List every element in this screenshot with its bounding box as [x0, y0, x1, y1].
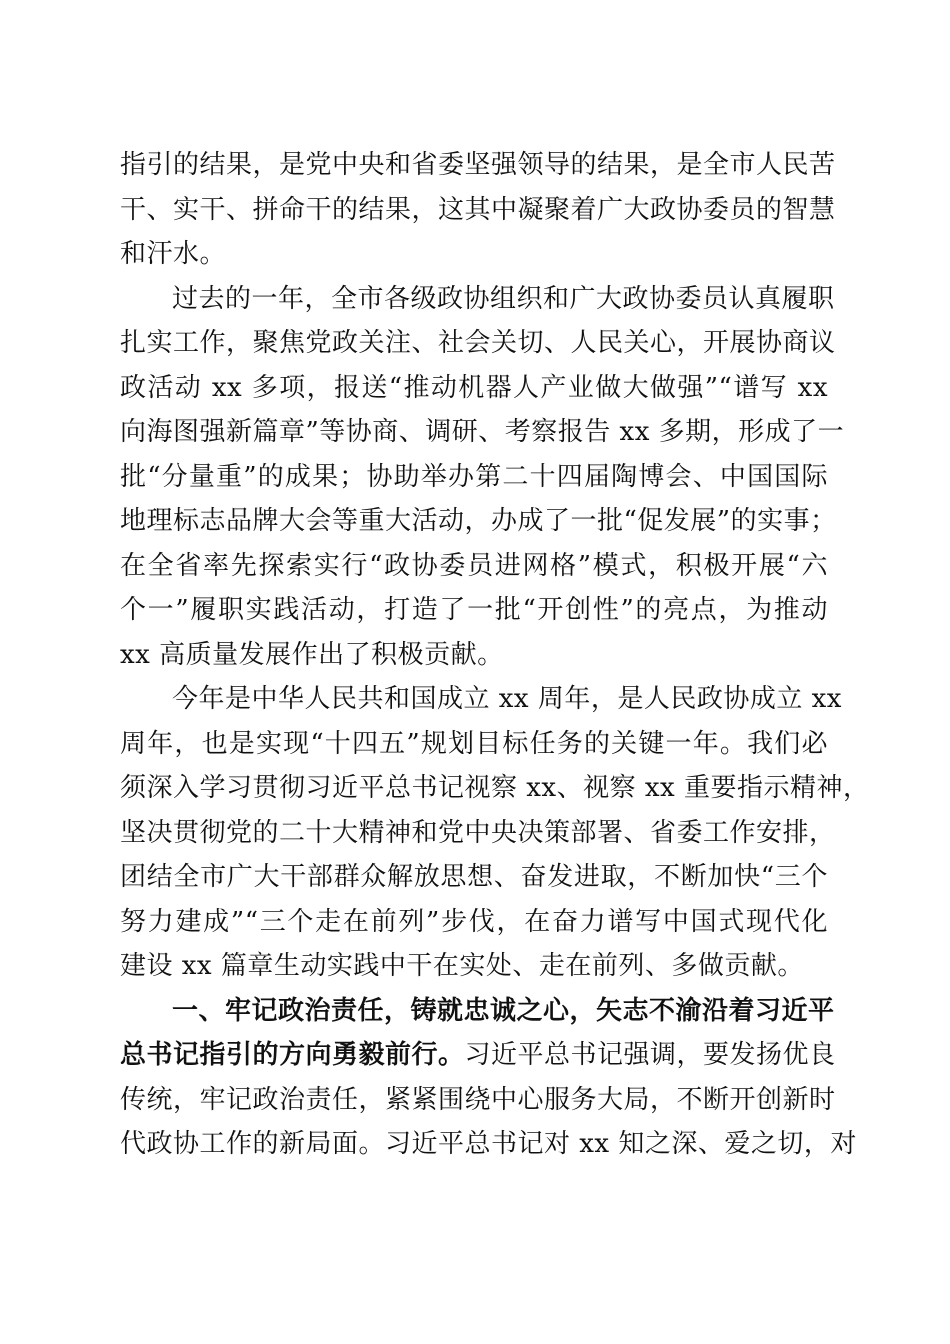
text-line: 代政协工作的新局面。习近平总书记对 xx 知之深、爱之切，对	[120, 1129, 857, 1159]
text-line: 在全省率先探索实行“政协委员进网格”模式，积极开展“六	[120, 550, 828, 581]
paragraph-this-year	[120, 677, 870, 989]
text-line: 周年，也是实现“十四五”规划目标任务的关键一年。我们必	[120, 728, 828, 759]
text-line: 政活动 xx 多项，报送“推动机器人产业做大做强”“谱写 xx	[120, 372, 828, 403]
text-line-mixed	[120, 1033, 836, 1078]
text-line: 扎实工作，聚焦党政关注、社会关切、人民关心，开展协商议	[120, 328, 836, 358]
paragraph-continuation	[120, 143, 836, 277]
text-line: 个一”履职实践活动，打造了一批“开创性”的亮点，为推动	[120, 595, 828, 625]
text-line: 坚决贯彻党的二十大精神和党中央决策部署、省委工作安排，	[120, 817, 836, 848]
text-fragment: 习近平总书记强调，要发扬优良	[464, 1040, 836, 1070]
text-line: 过去的一年，全市各级政协组织和广大政协委员认真履职	[172, 283, 835, 314]
text-line: 须深入学习贯彻习近平总书记视察 xx、视察 xx 重要指示精神，	[120, 773, 870, 803]
text-line: 指引的结果，是党中央和省委坚强领导的结果，是全市人民苦	[120, 150, 836, 180]
paragraph-past-year	[120, 277, 845, 678]
section-heading-tail: 总书记指引的方向勇毅前行。	[120, 1040, 465, 1070]
text-line: 向海图强新篇章”等协商、调研、考察报告 xx 多期，形成了一	[120, 417, 845, 447]
text-line: 和汗水。	[120, 239, 227, 269]
paragraph-section-one	[120, 989, 857, 1167]
text-line: xx 高质量发展作出了积极贡献。	[120, 639, 504, 670]
document-body	[120, 143, 870, 1167]
text-line: 地理标志品牌大会等重大活动，办成了一批“促发展”的实事；	[120, 506, 837, 536]
text-line: 努力建成”“三个走在前列”步伐，在奋力谱写中国式现代化	[120, 906, 828, 937]
text-line: 建设 xx 篇章生动实践中干在实处、走在前列、多做贡献。	[120, 951, 804, 981]
text-line: 今年是中华人民共和国成立 xx 周年，是人民政协成立 xx	[172, 684, 842, 714]
section-heading-line: 一、牢记政治责任，铸就忠诚之心，矢志不渝沿着习近平	[172, 995, 835, 1026]
text-line: 批“分量重”的成果；协助举办第二十四届陶博会、中国国际	[120, 461, 828, 492]
text-line: 团结全市广大干部群众解放思想、奋发进取，不断加快“三个	[120, 862, 828, 892]
text-line: 干、实干、拼命干的结果，这其中凝聚着广大政协委员的智慧	[120, 194, 836, 225]
text-line: 传统，牢记政治责任，紧紧围绕中心服务大局，不断开创新时	[120, 1084, 836, 1115]
